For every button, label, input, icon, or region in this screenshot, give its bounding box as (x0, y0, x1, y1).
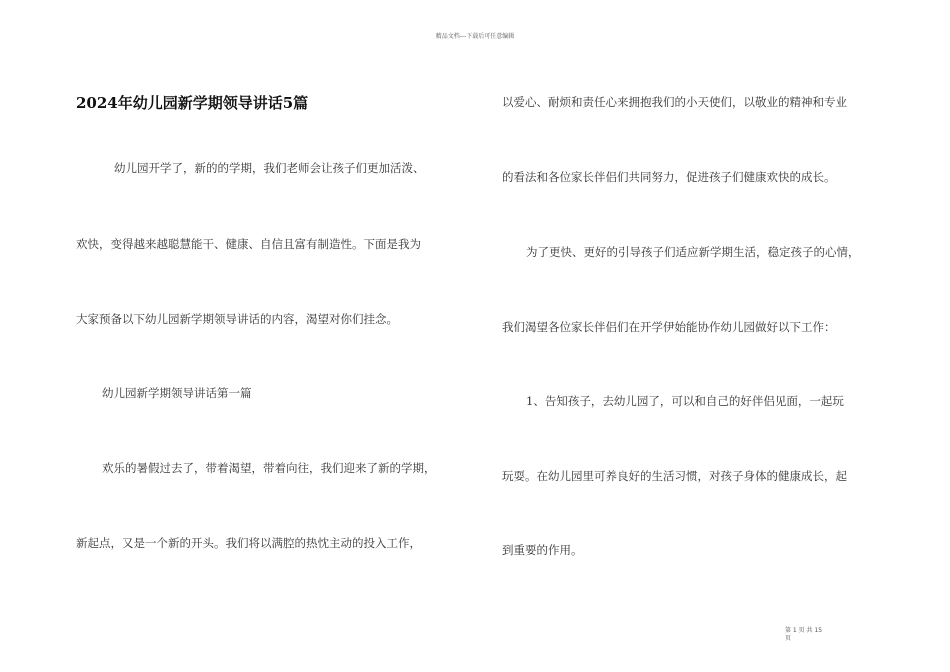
left-paragraph-line: 欢快，变得越来越聪慧能干、健康、自信且富有制造性。下面是我为 (76, 237, 421, 251)
page-number: 第 1 页 共 15 页 (785, 627, 823, 642)
right-paragraph-line: 以爱心、耐烦和责任心来拥抱我们的小天使们，以敬业的精神和专业 (502, 95, 847, 109)
right-paragraph-line: 到重要的作用。 (502, 543, 583, 557)
left-paragraph-line: 大家预备以下幼儿园新学期领导讲话的内容，渴望对你们挂念。 (76, 312, 398, 326)
document-title: 2024年幼儿园新学期领导讲话5篇 (76, 94, 309, 112)
left-paragraph-line: 欢乐的暑假过去了，带着渴望，带着向往，我们迎来了新的学期， (102, 461, 436, 475)
left-paragraph-line: 新起点，又是一个新的开头。我们将以满腔的热忱主动的投入工作， (76, 536, 421, 550)
right-paragraph-line: 为了更快、更好的引导孩子们适应新学期生活，稳定孩子的心情， (526, 245, 860, 259)
right-paragraph-line: 1、告知孩子，去幼儿园了，可以和自己的好伴侣见面，一起玩 (526, 394, 844, 408)
left-paragraph-line: 幼儿园开学了，新的的学期，我们老师会让孩子们更加活泼、 (114, 161, 425, 175)
right-paragraph-line: 我们渴望各位家长伴侣们在开学伊始能协作幼儿园做好以下工作： (502, 320, 836, 334)
section-heading: 幼儿园新学期领导讲话第一篇 (102, 386, 252, 400)
page-header-note: 精品文档---下载后可任意编辑 (435, 33, 515, 40)
right-paragraph-line: 玩耍。在幼儿园里可养良好的生活习惯，对孩子身体的健康成长，起 (502, 469, 847, 483)
right-paragraph-line: 的看法和各位家长伴侣们共同努力，促进孩子们健康欢快的成长。 (502, 170, 836, 184)
